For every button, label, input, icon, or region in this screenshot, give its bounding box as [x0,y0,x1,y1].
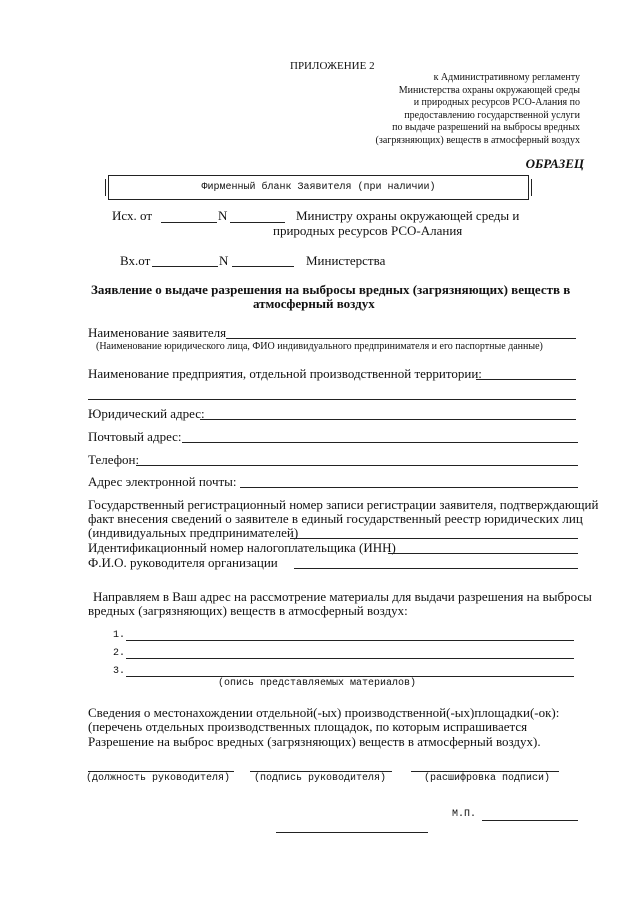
materials-item-line[interactable] [126,676,574,677]
materials-item-number: 3. [113,666,126,677]
materials-item-line[interactable] [126,658,574,659]
document-title-line-1: Заявление о выдаче разрешения на выбросы вредных (загрязняющих) веществ в [91,282,571,297]
incoming-number-line[interactable] [232,266,294,267]
regulation-reference [320,72,580,148]
addressee-line-1: Министру охраны окружающей среды и [296,208,520,223]
inn-label: Идентификационный номер налогоплательщика (ИНН) [88,540,396,555]
letterhead-box [108,175,529,200]
sites-line-2: (перечень отдельных производственных площадок, по которым испрашивается [88,719,528,734]
sites-line-1: Сведения о местонахождении отдельной(-ых) производственной(-ых)площадки(-ок): [88,705,560,720]
sample-label: ОБРАЗЕЦ [525,156,584,171]
materials-intro-line-2: вредных (загрязняющих) веществ в атмосферный воздух: [88,603,408,618]
enterprise-label: Наименование предприятия, отдельной производственной территории: [88,366,482,381]
email-label: Адрес электронной почты: [88,474,237,489]
addressee-line-2: природных ресурсов РСО-Алания [273,223,463,238]
materials-item-line[interactable] [126,640,574,641]
signature-line[interactable] [250,771,392,772]
outgoing-number-label: N [218,208,228,223]
materials-item-number: 1. [113,630,126,641]
stamp-label: М.П. [452,809,477,820]
signature-caption: (подпись руководителя) [254,773,387,784]
materials-caption: (опись представляемых материалов) [218,678,417,689]
email-line[interactable] [240,487,578,488]
materials-item-number: 2. [113,648,126,659]
position-caption: (должность руководителя) [86,773,231,784]
inn-line[interactable] [388,553,578,554]
enterprise-line-2[interactable] [88,399,576,400]
sites-line-3: Разрешение на выброс вредных (загрязняющих) веществ в атмосферный воздух). [88,734,541,749]
applicant-name-line[interactable] [226,338,576,339]
letterhead-text: Фирменный бланк Заявителя (при наличии) [201,182,436,193]
enterprise-line[interactable] [476,379,576,380]
regulation-line: и природных ресурсов РСО-Алания по [413,97,580,109]
incoming-number-label: N [219,253,229,268]
incoming-ref-label: Вх.от [120,253,151,268]
applicant-name-hint: (Наименование юридического лица, ФИО индивидуального предпринимателя и его паспортные данные) [96,341,543,352]
appendix-header: ПРИЛОЖЕНИЕ 2 [290,60,375,72]
regulation-line: к Административному регламенту [433,72,580,83]
legal-address-label: Юридический адрес: [88,406,205,421]
director-line[interactable] [294,568,578,569]
phone-label: Телефон: [88,452,140,467]
applicant-name-label: Наименование заявителя [88,325,227,340]
decoding-caption: (расшифровка подписи) [424,773,551,784]
regulation-line: по выдаче разрешений на выбросы вредных [392,122,580,134]
outgoing-ref-label: Исх. от [112,208,152,223]
materials-intro-line-1: Направляем в Ваш адрес на рассмотрение материалы для выдачи разрешения на выбросы [93,589,592,604]
registration-line-1: Государственный регистрационный номер записи регистрации заявителя, подтверждающий [88,497,599,512]
postal-address-label: Почтовый адрес: [88,429,182,444]
stamp-line[interactable] [482,820,578,821]
legal-address-line[interactable] [200,419,576,420]
decoding-line[interactable] [411,771,559,772]
position-line[interactable] [88,771,234,772]
incoming-addressee: Министерства [306,253,386,268]
director-label: Ф.И.О. руководителя организации [88,555,278,570]
regulation-line: (загрязняющих) веществ в атмосферный воздух [375,134,580,146]
phone-line[interactable] [136,465,578,466]
postal-address-line[interactable] [182,442,578,443]
bottom-line [276,832,428,833]
incoming-date-line[interactable] [152,266,218,267]
document-title-line-2: атмосферный воздух [253,296,375,311]
outgoing-date-line[interactable] [161,222,217,223]
regulation-line: предоставлению государственной услуги [404,109,580,121]
regulation-line: Министерства охраны окружающей среды [398,84,580,96]
registration-line-2: факт внесения сведений о заявителе в единый государственный реестр юридических лиц [88,511,583,526]
registration-number-line[interactable] [290,538,578,539]
registration-line-3: (индивидуальных предпринимателей) [88,525,299,540]
